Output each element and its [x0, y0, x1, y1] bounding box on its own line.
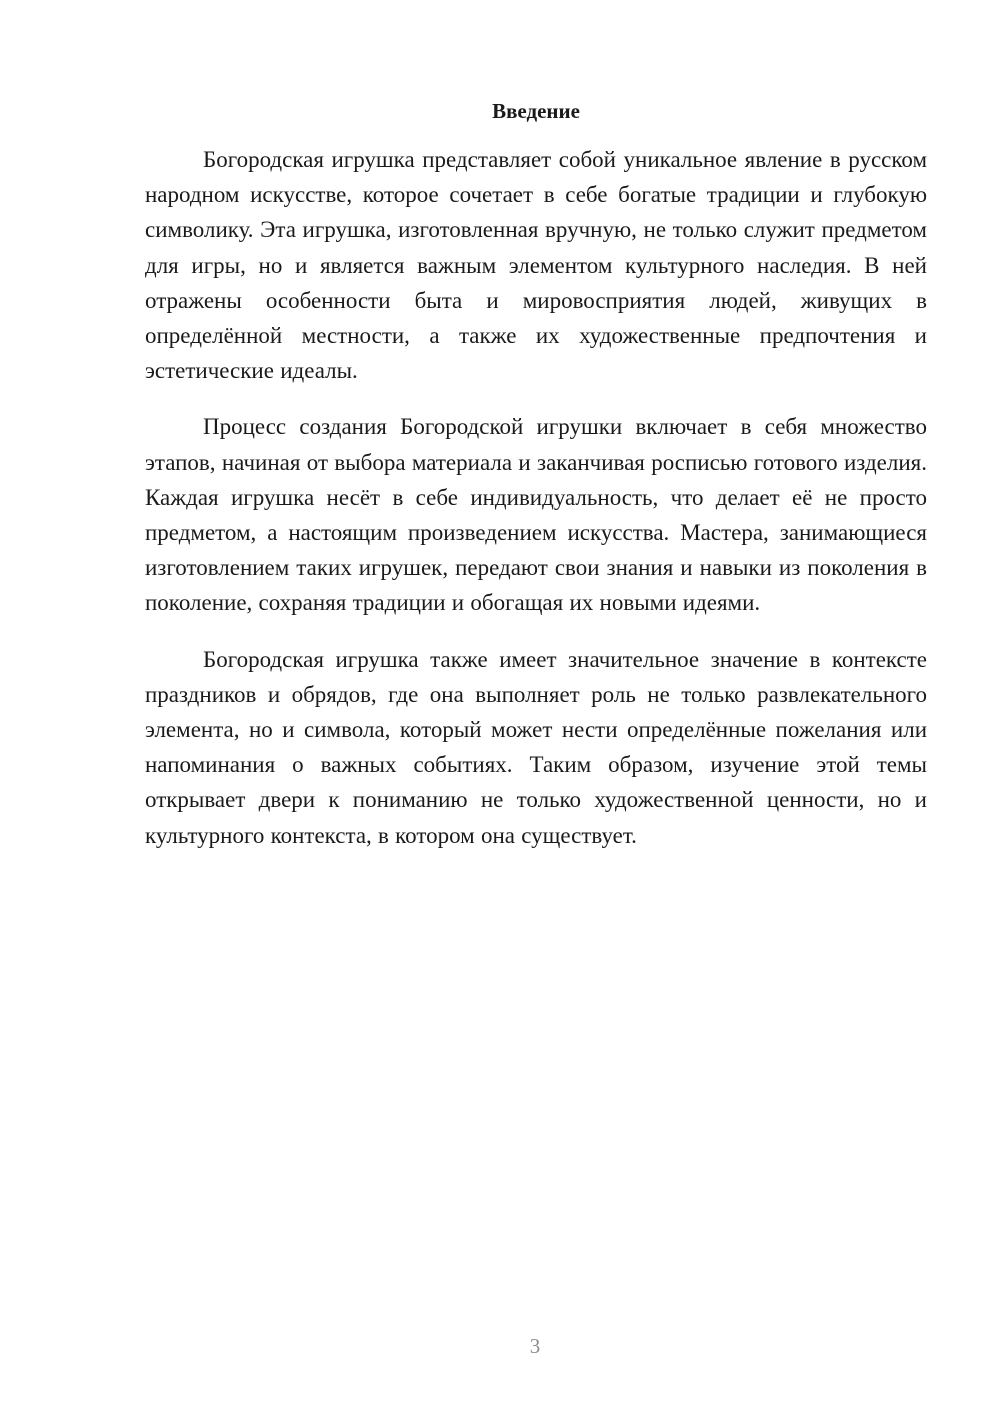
- paragraph-3: Богородская игрушка также имеет значительное значение в контексте праздников и обрядов, где она выполняет роль не только развлекательного элемента, но и символа, который может нести определённые пожелания или напоминания о важных событиях. Таким образом, изучение этой темы открывает двери к пониманию не только художественной ценности, но и культурного контекста, в котором она существует.: [145, 646, 927, 848]
- paragraph-1: Богородская игрушка представляет собой уникальное явление в русском народном искусстве, которое сочетает в себе богатые традиции и глубокую символику. Эта игрушка, изготовленная вручную, не только служит предметом для игры, но и является важным элементом культурного наследия. В ней отражены особенности быта и мировосприятия людей, живущих в определённой местности, а также их художественные предпочтения и эстетические идеалы.: [145, 147, 927, 384]
- paragraph-2: Процесс создания Богородской игрушки включает в себя множество этапов, начиная от выбора материала и заканчивая росписью готового изделия. Каждая игрушка несёт в себе индивидуальность, что делает её не просто предметом, а настоящим произведением искусства. Мастера, занимающиеся изготовлением таких игрушек, передают свои знания и навыки из поколения в поколение, сохраняя традиции и обогащая их новыми идеями.: [145, 414, 927, 616]
- page-number: 3: [529, 1334, 541, 1358]
- section-heading: Введение: [492, 99, 580, 123]
- body-text: [145, 142, 927, 874]
